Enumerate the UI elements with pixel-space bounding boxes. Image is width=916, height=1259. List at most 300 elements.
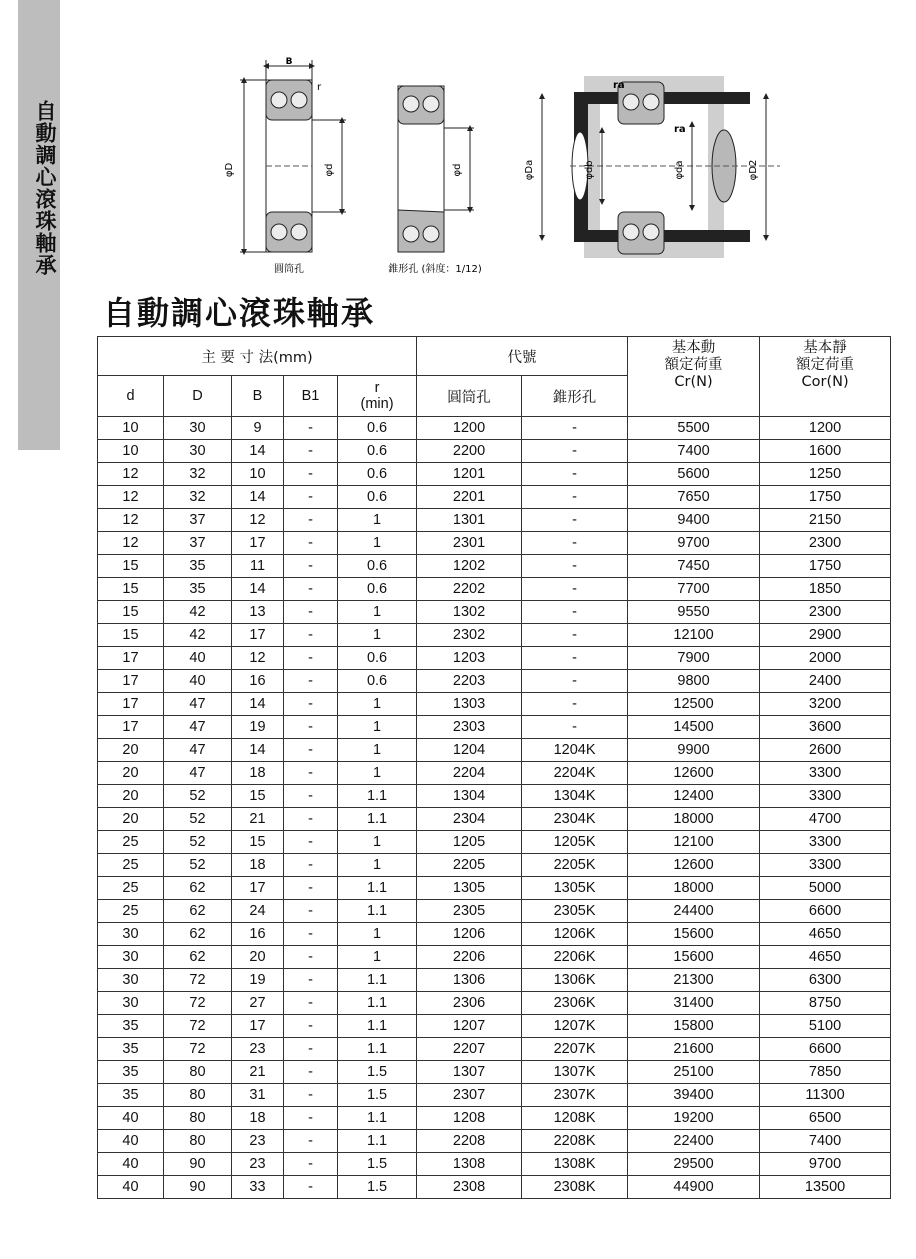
cell-taper: 1305K (522, 877, 628, 900)
cell-d: 20 (98, 808, 164, 831)
cell-d: 12 (98, 486, 164, 509)
cell-taper: 1207K (522, 1015, 628, 1038)
cell-B: 19 (232, 716, 284, 739)
cell-B1: - (284, 693, 338, 716)
cell-B1: - (284, 532, 338, 555)
cell-B1: - (284, 1084, 338, 1107)
side-tab (18, 0, 60, 450)
header-col-r-line1: r (374, 380, 380, 396)
cell-B: 14 (232, 578, 284, 601)
cell-B: 21 (232, 1061, 284, 1084)
cell-cr: 21300 (628, 969, 760, 992)
cell-B: 12 (232, 647, 284, 670)
cell-cor: 3200 (760, 693, 891, 716)
cell-taper: 2307K (522, 1084, 628, 1107)
cell-cr: 12500 (628, 693, 760, 716)
dim-label-phidb: φdb (584, 160, 595, 180)
cell-cr: 12600 (628, 854, 760, 877)
cell-B1: - (284, 762, 338, 785)
cell-B1: - (284, 417, 338, 440)
cell-d: 35 (98, 1061, 164, 1084)
cell-cr: 9400 (628, 509, 760, 532)
cell-B1: - (284, 1130, 338, 1153)
table-row (98, 739, 891, 762)
cell-D: 47 (164, 739, 232, 762)
cell-D: 47 (164, 716, 232, 739)
table-row (98, 1061, 891, 1084)
table-row (98, 877, 891, 900)
cell-B: 23 (232, 1130, 284, 1153)
cell-d: 20 (98, 762, 164, 785)
cell-B1: - (284, 808, 338, 831)
cell-cor: 11300 (760, 1084, 891, 1107)
cell-d: 10 (98, 417, 164, 440)
cell-B: 24 (232, 900, 284, 923)
cell-D: 62 (164, 900, 232, 923)
cell-cor: 8750 (760, 992, 891, 1015)
cell-B: 16 (232, 923, 284, 946)
cell-cyl: 2306 (417, 992, 522, 1015)
cell-r: 1 (338, 923, 417, 946)
cell-taper: - (522, 624, 628, 647)
dim-label-r: r (317, 82, 322, 93)
cell-d: 15 (98, 555, 164, 578)
table-row (98, 785, 891, 808)
cell-taper: - (522, 486, 628, 509)
table-row (98, 854, 891, 877)
cell-taper: - (522, 463, 628, 486)
header-col-tapered: 錐形孔 (522, 376, 628, 417)
table-row (98, 1015, 891, 1038)
cell-D: 62 (164, 946, 232, 969)
cell-D: 42 (164, 601, 232, 624)
cell-cr: 12400 (628, 785, 760, 808)
cell-taper: 1204K (522, 739, 628, 762)
cell-taper: - (522, 417, 628, 440)
cell-D: 72 (164, 992, 232, 1015)
cell-B: 12 (232, 509, 284, 532)
cell-B: 19 (232, 969, 284, 992)
cell-cyl: 2301 (417, 532, 522, 555)
cell-D: 30 (164, 417, 232, 440)
cell-taper: 2305K (522, 900, 628, 923)
table-row (98, 946, 891, 969)
cell-B1: - (284, 877, 338, 900)
table-row (98, 900, 891, 923)
dim-label-B: B (285, 57, 293, 67)
cell-cr: 12100 (628, 831, 760, 854)
cell-B: 10 (232, 463, 284, 486)
cell-d: 25 (98, 900, 164, 923)
cell-r: 1 (338, 693, 417, 716)
cell-B: 16 (232, 670, 284, 693)
cell-cr: 31400 (628, 992, 760, 1015)
cell-r: 1.5 (338, 1153, 417, 1176)
cell-d: 17 (98, 670, 164, 693)
cell-cyl: 2205 (417, 854, 522, 877)
header-dynamic-load-line1: 基本動 (671, 340, 716, 356)
cell-r: 1.5 (338, 1084, 417, 1107)
cell-cyl: 2305 (417, 900, 522, 923)
cell-cyl: 2201 (417, 486, 522, 509)
cell-cr: 5600 (628, 463, 760, 486)
cell-d: 15 (98, 578, 164, 601)
cell-cr: 44900 (628, 1176, 760, 1199)
cell-B: 14 (232, 693, 284, 716)
cell-cor: 3300 (760, 785, 891, 808)
cell-cyl: 1207 (417, 1015, 522, 1038)
cell-cr: 29500 (628, 1153, 760, 1176)
cell-cor: 1600 (760, 440, 891, 463)
cell-r: 1.1 (338, 785, 417, 808)
mounting-diagram (542, 76, 780, 258)
cell-B: 17 (232, 877, 284, 900)
table-row (98, 831, 891, 854)
cell-D: 52 (164, 854, 232, 877)
cell-B: 17 (232, 1015, 284, 1038)
header-col-B1: B1 (284, 376, 338, 417)
cell-d: 30 (98, 992, 164, 1015)
cell-r: 0.6 (338, 647, 417, 670)
cell-d: 40 (98, 1130, 164, 1153)
cell-r: 1 (338, 509, 417, 532)
header-static-load-line1: 基本靜 (803, 340, 847, 356)
cell-taper: 1306K (522, 969, 628, 992)
cell-cr: 12600 (628, 762, 760, 785)
cylindrical-bore-diagram (240, 60, 346, 252)
cell-cor: 6600 (760, 1038, 891, 1061)
cell-d: 25 (98, 854, 164, 877)
cell-d: 40 (98, 1107, 164, 1130)
header-col-r (338, 376, 417, 417)
cell-cor: 1200 (760, 417, 891, 440)
cell-cor: 2600 (760, 739, 891, 762)
cell-taper: 1308K (522, 1153, 628, 1176)
cell-r: 1 (338, 946, 417, 969)
header-col-D: D (164, 376, 232, 417)
cell-B1: - (284, 785, 338, 808)
cell-D: 40 (164, 647, 232, 670)
caption-cylindrical-bore: 圓筒孔 (274, 264, 304, 275)
dim-label-phiDa: φDa (524, 159, 535, 181)
cell-B1: - (284, 739, 338, 762)
cell-cyl: 2203 (417, 670, 522, 693)
cell-cr: 18000 (628, 808, 760, 831)
cell-D: 37 (164, 532, 232, 555)
dim-label-ra: ra (674, 124, 686, 135)
cell-r: 1.5 (338, 1176, 417, 1199)
table-row (98, 578, 891, 601)
cell-B: 17 (232, 624, 284, 647)
cell-D: 47 (164, 762, 232, 785)
cell-cyl: 1304 (417, 785, 522, 808)
cell-taper: 2208K (522, 1130, 628, 1153)
cell-cyl: 1308 (417, 1153, 522, 1176)
cell-cor: 7400 (760, 1130, 891, 1153)
cell-cor: 1850 (760, 578, 891, 601)
cell-B1: - (284, 647, 338, 670)
cell-cr: 9700 (628, 532, 760, 555)
header-static-load-line3: Cor(N) (801, 374, 849, 390)
cell-cyl: 2304 (417, 808, 522, 831)
cell-cor: 3300 (760, 762, 891, 785)
cell-d: 35 (98, 1084, 164, 1107)
cell-cr: 22400 (628, 1130, 760, 1153)
cell-B1: - (284, 716, 338, 739)
cell-cyl: 1306 (417, 969, 522, 992)
table-row (98, 601, 891, 624)
table-row (98, 1153, 891, 1176)
cell-r: 0.6 (338, 578, 417, 601)
cell-D: 80 (164, 1084, 232, 1107)
cell-r: 1.1 (338, 969, 417, 992)
dim-label-phid-taper: φd (452, 163, 463, 177)
caption-tapered-bore: 錐形孔 (斜度：1/12) (388, 264, 482, 275)
cell-cyl: 2303 (417, 716, 522, 739)
table-row (98, 463, 891, 486)
cell-B1: - (284, 831, 338, 854)
cell-cor: 6600 (760, 900, 891, 923)
cell-r: 1.1 (338, 900, 417, 923)
cell-D: 52 (164, 785, 232, 808)
cell-cyl: 1208 (417, 1107, 522, 1130)
table-row (98, 486, 891, 509)
table-row (98, 693, 891, 716)
cell-d: 12 (98, 532, 164, 555)
bearing-spec-table (97, 336, 891, 1199)
table-row (98, 716, 891, 739)
cell-D: 37 (164, 509, 232, 532)
cell-cor: 3600 (760, 716, 891, 739)
cell-B1: - (284, 900, 338, 923)
table-row (98, 1038, 891, 1061)
cell-taper: - (522, 670, 628, 693)
cell-cor: 6300 (760, 969, 891, 992)
cell-B1: - (284, 670, 338, 693)
cell-d: 40 (98, 1153, 164, 1176)
cell-B1: - (284, 555, 338, 578)
table-row (98, 417, 891, 440)
cell-taper: 2207K (522, 1038, 628, 1061)
cell-cor: 2400 (760, 670, 891, 693)
cell-r: 1.1 (338, 992, 417, 1015)
cell-taper: 1307K (522, 1061, 628, 1084)
cell-B1: - (284, 1038, 338, 1061)
cell-d: 10 (98, 440, 164, 463)
cell-cor: 2150 (760, 509, 891, 532)
cell-B1: - (284, 486, 338, 509)
cell-cor: 2900 (760, 624, 891, 647)
cell-cyl: 1200 (417, 417, 522, 440)
cell-cr: 9550 (628, 601, 760, 624)
cell-d: 17 (98, 693, 164, 716)
cell-B: 14 (232, 440, 284, 463)
dim-label-phiD: φD (224, 162, 235, 178)
spec-table-body (98, 417, 891, 1199)
cell-B1: - (284, 923, 338, 946)
cell-cr: 7400 (628, 440, 760, 463)
cell-D: 47 (164, 693, 232, 716)
cell-B: 27 (232, 992, 284, 1015)
cell-cor: 1750 (760, 486, 891, 509)
table-row (98, 808, 891, 831)
cell-cr: 9900 (628, 739, 760, 762)
cell-r: 1.1 (338, 1038, 417, 1061)
table-row (98, 762, 891, 785)
cell-B: 15 (232, 785, 284, 808)
cell-cyl: 1206 (417, 923, 522, 946)
cell-cor: 13500 (760, 1176, 891, 1199)
cell-cor: 4650 (760, 946, 891, 969)
cell-cr: 19200 (628, 1107, 760, 1130)
cell-cr: 15600 (628, 923, 760, 946)
cell-D: 32 (164, 463, 232, 486)
cell-B: 33 (232, 1176, 284, 1199)
cell-cor: 1250 (760, 463, 891, 486)
cell-taper: - (522, 509, 628, 532)
cell-taper: 2205K (522, 854, 628, 877)
cell-r: 1.1 (338, 808, 417, 831)
cell-D: 80 (164, 1061, 232, 1084)
cell-D: 62 (164, 877, 232, 900)
cell-D: 80 (164, 1130, 232, 1153)
cell-D: 35 (164, 578, 232, 601)
cell-d: 15 (98, 624, 164, 647)
cell-cr: 7900 (628, 647, 760, 670)
cell-cr: 25100 (628, 1061, 760, 1084)
cell-d: 17 (98, 716, 164, 739)
cell-cyl: 1204 (417, 739, 522, 762)
table-row (98, 440, 891, 463)
cell-D: 90 (164, 1153, 232, 1176)
cell-taper: - (522, 601, 628, 624)
cell-d: 35 (98, 1038, 164, 1061)
cell-cyl: 1303 (417, 693, 522, 716)
cell-B: 21 (232, 808, 284, 831)
bearing-diagrams (210, 52, 790, 284)
header-col-d: d (98, 376, 164, 417)
header-static-load-line2: 額定荷重 (796, 357, 855, 373)
cell-r: 1 (338, 854, 417, 877)
table-row (98, 647, 891, 670)
table-row (98, 532, 891, 555)
cell-cr: 15800 (628, 1015, 760, 1038)
cell-cyl: 2206 (417, 946, 522, 969)
cell-B1: - (284, 854, 338, 877)
cell-B: 18 (232, 762, 284, 785)
cell-B: 9 (232, 417, 284, 440)
cell-D: 72 (164, 969, 232, 992)
cell-cyl: 1202 (417, 555, 522, 578)
cell-r: 0.6 (338, 440, 417, 463)
cell-r: 1 (338, 624, 417, 647)
cell-B: 14 (232, 486, 284, 509)
cell-cr: 9800 (628, 670, 760, 693)
table-row (98, 509, 891, 532)
cell-cor: 4650 (760, 923, 891, 946)
table-row (98, 992, 891, 1015)
cell-cyl: 1307 (417, 1061, 522, 1084)
table-row (98, 670, 891, 693)
cell-d: 30 (98, 946, 164, 969)
cell-cyl: 2204 (417, 762, 522, 785)
cell-B1: - (284, 1061, 338, 1084)
cell-r: 1.5 (338, 1061, 417, 1084)
side-tab-label: 自動調心滾珠軸承 (33, 100, 57, 276)
cell-d: 12 (98, 463, 164, 486)
cell-cyl: 2307 (417, 1084, 522, 1107)
cell-B: 15 (232, 831, 284, 854)
cell-B1: - (284, 969, 338, 992)
cell-D: 52 (164, 831, 232, 854)
cell-D: 80 (164, 1107, 232, 1130)
cell-taper: - (522, 647, 628, 670)
cell-D: 42 (164, 624, 232, 647)
cell-D: 40 (164, 670, 232, 693)
cell-D: 35 (164, 555, 232, 578)
cell-cyl: 1305 (417, 877, 522, 900)
cell-cyl: 2207 (417, 1038, 522, 1061)
cell-B1: - (284, 1015, 338, 1038)
cell-B1: - (284, 992, 338, 1015)
cell-B1: - (284, 1153, 338, 1176)
cell-cor: 5000 (760, 877, 891, 900)
cell-cor: 5100 (760, 1015, 891, 1038)
cell-cor: 3300 (760, 854, 891, 877)
header-col-B: B (232, 376, 284, 417)
cell-D: 30 (164, 440, 232, 463)
cell-d: 40 (98, 1176, 164, 1199)
cell-B1: - (284, 624, 338, 647)
cell-cor: 4700 (760, 808, 891, 831)
cell-cyl: 1201 (417, 463, 522, 486)
cell-B1: - (284, 1107, 338, 1130)
cell-cor: 6500 (760, 1107, 891, 1130)
cell-cyl: 1301 (417, 509, 522, 532)
cell-cr: 39400 (628, 1084, 760, 1107)
cell-D: 72 (164, 1015, 232, 1038)
cell-B: 31 (232, 1084, 284, 1107)
cell-taper: - (522, 555, 628, 578)
cell-d: 17 (98, 647, 164, 670)
cell-d: 35 (98, 1015, 164, 1038)
cell-B1: - (284, 946, 338, 969)
cell-taper: - (522, 693, 628, 716)
cell-B: 13 (232, 601, 284, 624)
cell-B1: - (284, 578, 338, 601)
dim-label-phida: φda (674, 160, 685, 180)
cell-taper: 2308K (522, 1176, 628, 1199)
cell-taper: 2306K (522, 992, 628, 1015)
cell-taper: 1205K (522, 831, 628, 854)
header-main-dimensions: 主 要 寸 法(mm) (98, 337, 417, 376)
cell-B1: - (284, 509, 338, 532)
header-dynamic-load-line2: 額定荷重 (664, 357, 723, 373)
cell-cor: 1750 (760, 555, 891, 578)
cell-cr: 14500 (628, 716, 760, 739)
table-row (98, 1176, 891, 1199)
cell-cyl: 2202 (417, 578, 522, 601)
header-dynamic-load (628, 337, 760, 417)
cell-r: 1.1 (338, 1130, 417, 1153)
cell-d: 30 (98, 969, 164, 992)
table-row (98, 624, 891, 647)
cell-cr: 12100 (628, 624, 760, 647)
cell-d: 20 (98, 785, 164, 808)
cell-cr: 18000 (628, 877, 760, 900)
cell-r: 1.1 (338, 1107, 417, 1130)
cell-B: 17 (232, 532, 284, 555)
